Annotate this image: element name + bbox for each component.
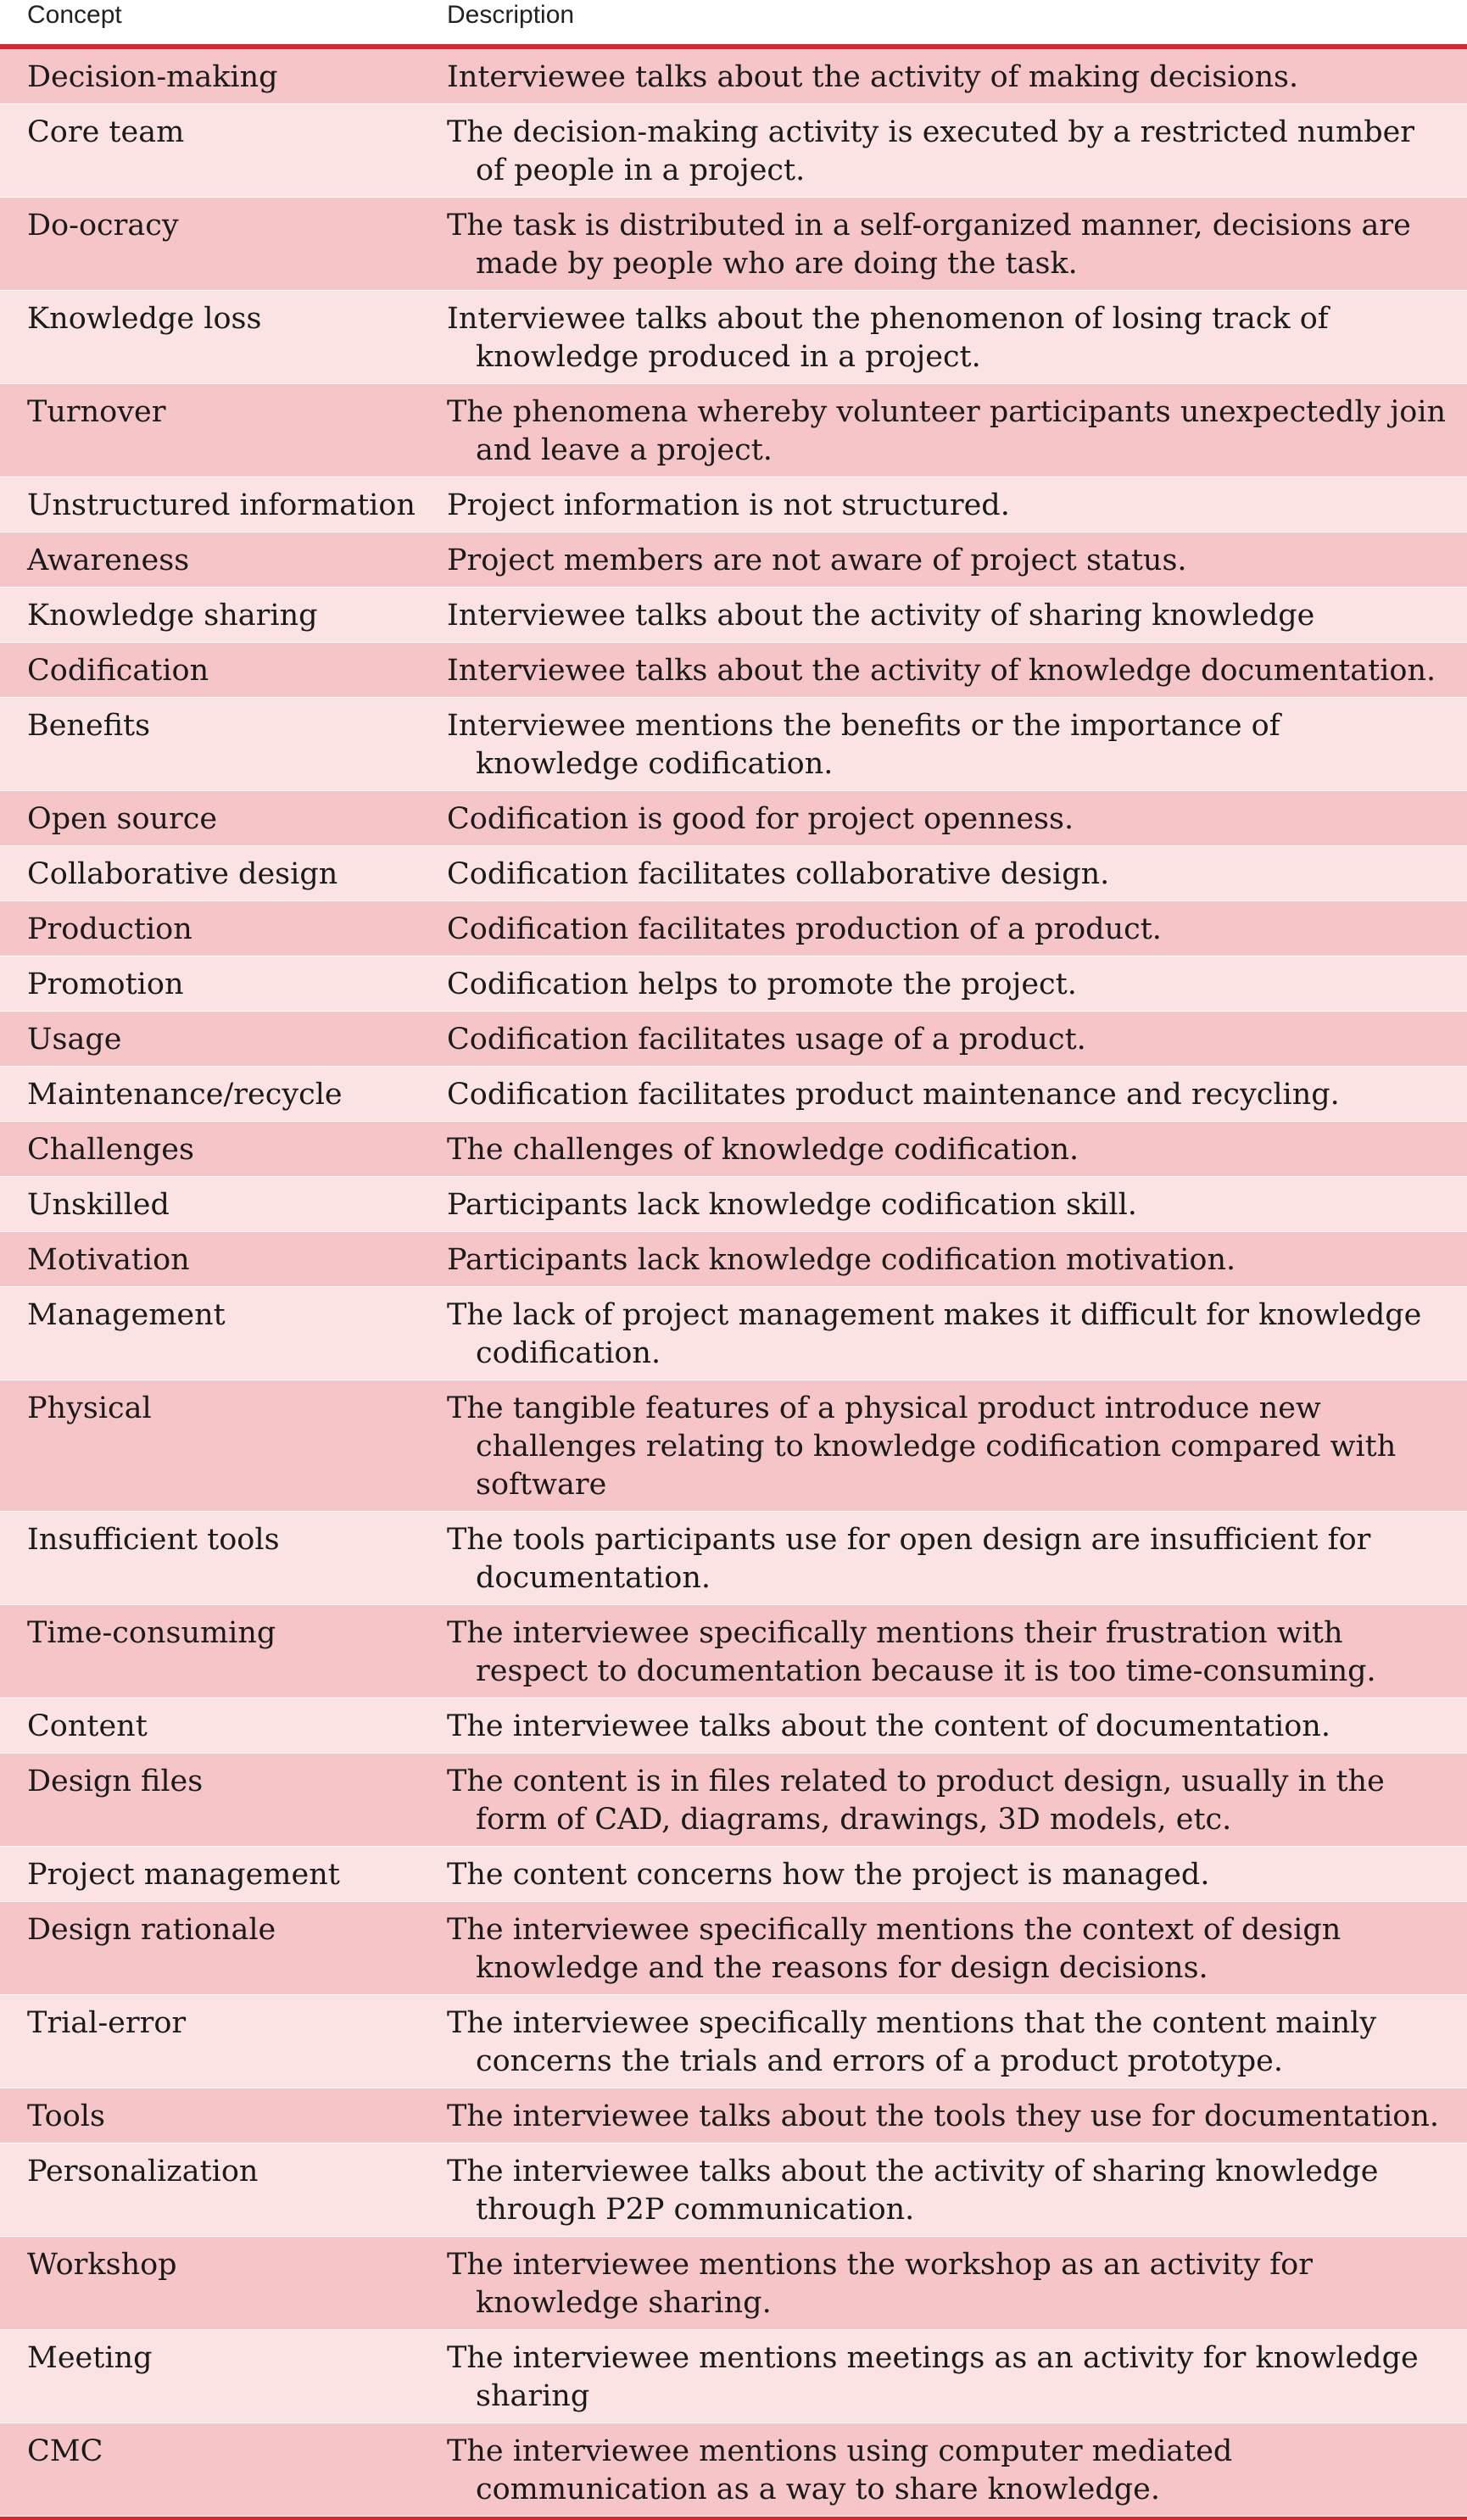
header-concept: Concept (27, 1, 122, 29)
concept-cell: Design files (27, 1765, 204, 1798)
concept-cell: Personalization (27, 2155, 259, 2188)
table-row (0, 291, 1467, 384)
description-cell (447, 1856, 1467, 1894)
description-cell (447, 652, 1467, 690)
description-cell (447, 1911, 1467, 1988)
table-row (0, 1512, 1467, 1605)
concept-cell: Challenges (27, 1133, 194, 1167)
description-text: The phenomena whereby volunteer participants unexpectedly join and leave a project. (447, 395, 1447, 467)
description-text: The interviewee mentions using computer mediated communication as a way to share knowledge. (447, 2434, 1233, 2506)
table-row (0, 1287, 1467, 1380)
concept-cell: Time-consuming (27, 1616, 276, 1650)
description-text: Codification is good for project openness. (447, 802, 1074, 836)
concept-cell: Physical (27, 1391, 152, 1425)
description-text: Codification facilitates product maintenance and recycling. (447, 1078, 1340, 1112)
table-row (0, 588, 1467, 643)
table-row (0, 2088, 1467, 2144)
concept-cell: Promotion (27, 967, 184, 1001)
description-text: The interviewee specifically mentions their frustration with respect to documentation because it is too time-consuming. (447, 1616, 1376, 1688)
concept-cell: Motivation (27, 1243, 190, 1277)
description-cell (447, 966, 1467, 1004)
table-row (0, 698, 1467, 791)
description-text: Project information is not structured. (447, 488, 1010, 522)
table-row (0, 1012, 1467, 1067)
concept-cell: Collaborative design (27, 857, 338, 891)
table-row (0, 1067, 1467, 1122)
concept-cell: Unskilled (27, 1188, 170, 1222)
description-cell (447, 59, 1467, 97)
table-row (0, 2330, 1467, 2423)
concept-cell: Benefits (27, 709, 151, 743)
description-text: Interviewee talks about the activity of knowledge documentation. (447, 654, 1436, 688)
description-text: The interviewee specifically mentions that the content mainly concerns the trials and errors of a product prototype. (447, 2006, 1377, 2078)
table-row (0, 1605, 1467, 1698)
concept-cell: Knowledge sharing (27, 599, 318, 633)
concept-cell: Content (27, 1709, 148, 1743)
table-row (0, 791, 1467, 846)
description-cell (447, 1521, 1467, 1597)
description-cell (447, 207, 1467, 283)
header-description: Description (447, 1, 575, 29)
description-cell (447, 800, 1467, 839)
table-row (0, 1177, 1467, 1232)
description-text: The tangible features of a physical product introduce new challenges relating to knowledge codification compared with software (447, 1391, 1397, 1502)
description-text: The interviewee mentions the workshop as an activity for knowledge sharing. (447, 2248, 1313, 2320)
concept-cell: Trial-error (27, 2006, 187, 2040)
table-row (0, 1232, 1467, 1287)
concept-cell: Maintenance/recycle (27, 1078, 343, 1112)
concept-cell: Knowledge loss (27, 302, 262, 336)
description-cell (447, 542, 1467, 580)
description-cell (447, 2246, 1467, 2322)
description-text: Participants lack knowledge codification motivation. (447, 1243, 1236, 1277)
bottom-rule (0, 2517, 1467, 2520)
description-cell (447, 1076, 1467, 1114)
description-text: Codification facilitates collaborative design. (447, 857, 1110, 891)
description-cell (447, 1241, 1467, 1280)
table-row (0, 104, 1467, 198)
description-text: The interviewee talks about the content of documentation. (447, 1709, 1330, 1743)
description-text: The challenges of knowledge codification. (447, 1133, 1079, 1167)
concept-cell: Tools (27, 2099, 105, 2133)
description-text: The interviewee talks about the tools they use for documentation. (447, 2099, 1440, 2133)
description-cell (447, 1763, 1467, 1839)
description-cell (447, 114, 1467, 190)
description-text: The content concerns how the project is managed. (447, 1858, 1210, 1892)
description-text: Codification facilitates usage of a product. (447, 1023, 1086, 1057)
description-cell (447, 1021, 1467, 1059)
concept-cell: Codification (27, 654, 209, 688)
table-row (0, 1902, 1467, 1995)
description-cell (447, 1708, 1467, 1746)
description-cell (447, 1131, 1467, 1169)
table-row (0, 198, 1467, 291)
concept-cell: Insufficient tools (27, 1523, 280, 1557)
concept-cell: Unstructured information (27, 488, 416, 522)
concept-cell: Usage (27, 1023, 122, 1057)
table-row (0, 532, 1467, 588)
concept-cell: Decision-making (27, 60, 278, 94)
description-cell (447, 2153, 1467, 2229)
description-cell (447, 2098, 1467, 2136)
concept-cell: Open source (27, 802, 218, 836)
table-row (0, 901, 1467, 956)
description-text: The interviewee specifically mentions the context of design knowledge and the reasons for design decisions. (447, 1913, 1341, 1985)
description-cell (447, 1296, 1467, 1373)
table-row (0, 1380, 1467, 1512)
description-text: The lack of project management makes it difficult for knowledge codification. (447, 1298, 1422, 1370)
table-header (0, 0, 1467, 49)
description-text: The tools participants use for open design are insufficient for documentation. (447, 1523, 1371, 1595)
description-cell (447, 1186, 1467, 1224)
concept-cell: Design rationale (27, 1913, 276, 1947)
table-row (0, 2144, 1467, 2237)
table-row (0, 956, 1467, 1012)
description-cell (447, 1614, 1467, 1691)
description-cell (447, 597, 1467, 635)
concept-cell: Do-ocracy (27, 209, 179, 243)
concept-cell: Core team (27, 115, 185, 149)
description-text: Interviewee mentions the benefits or the importance of knowledge codification. (447, 709, 1280, 781)
table-row (0, 846, 1467, 901)
table-row (0, 1698, 1467, 1753)
concept-cell: Production (27, 912, 192, 946)
table-row (0, 1753, 1467, 1847)
table-row (0, 49, 1467, 104)
description-text: Interviewee talks about the activity of sharing knowledge (447, 599, 1315, 633)
description-cell (447, 1390, 1467, 1504)
table-row (0, 643, 1467, 698)
description-text: The content is in files related to product design, usually in the form of CAD, diagrams, drawings, 3D models, etc. (447, 1765, 1385, 1837)
description-text: The task is distributed in a self-organized manner, decisions are made by people who are doing the task. (447, 209, 1411, 281)
table-row (0, 2423, 1467, 2517)
description-text: Interviewee talks about the phenomenon of losing track of knowledge produced in a project. (447, 302, 1329, 374)
concept-cell: Management (27, 1298, 226, 1332)
table-body (0, 49, 1467, 2517)
description-cell (447, 2339, 1467, 2416)
description-text: Participants lack knowledge codification skill. (447, 1188, 1137, 1222)
table-row (0, 477, 1467, 532)
description-text: The decision-making activity is executed by a restricted number of people in a project. (447, 115, 1415, 187)
table-row (0, 1847, 1467, 1902)
table-row (0, 384, 1467, 477)
table-row (0, 2237, 1467, 2330)
description-cell (447, 2433, 1467, 2509)
description-cell (447, 487, 1467, 525)
description-cell (447, 856, 1467, 894)
description-cell (447, 2004, 1467, 2081)
concept-cell: Turnover (27, 395, 166, 429)
description-text: Interviewee talks about the activity of making decisions. (447, 60, 1299, 94)
description-cell (447, 707, 1467, 783)
description-text: Codification facilitates production of a product. (447, 912, 1162, 946)
description-text: The interviewee mentions meetings as an activity for knowledge sharing (447, 2341, 1419, 2413)
description-cell (447, 911, 1467, 949)
table-row (0, 1122, 1467, 1177)
concept-cell: Awareness (27, 544, 190, 577)
description-text: The interviewee talks about the activity of sharing knowledge through P2P communication. (447, 2155, 1379, 2227)
concept-cell: Project management (27, 1858, 340, 1892)
concept-cell: Workshop (27, 2248, 177, 2282)
concept-cell: CMC (27, 2434, 103, 2468)
description-cell (447, 393, 1467, 470)
description-cell (447, 300, 1467, 376)
description-text: Project members are not aware of project status. (447, 544, 1187, 577)
description-text: Codification helps to promote the project. (447, 967, 1077, 1001)
concept-cell: Meeting (27, 2341, 153, 2375)
table-row (0, 1995, 1467, 2088)
